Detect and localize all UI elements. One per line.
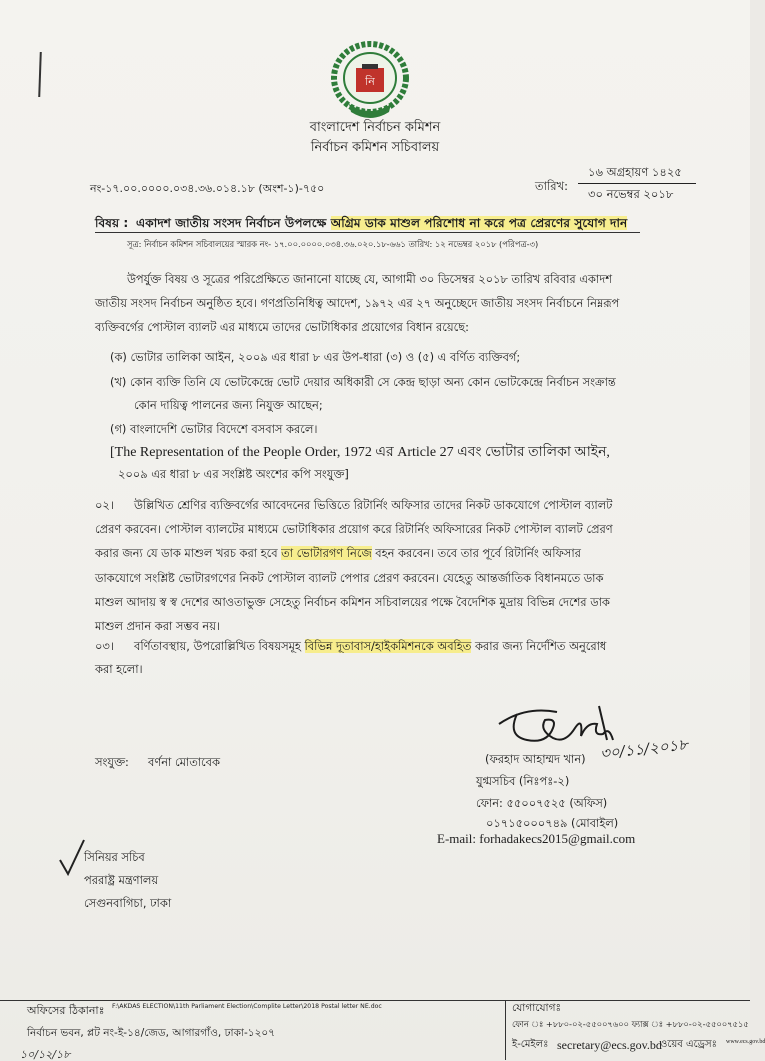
para3-line-1-start: বর্ণিতাবস্থায়, উপরোল্লিখিত বিষয়সমূহ	[134, 639, 301, 653]
bracket-note-line-2: ২০০৯ এর ধারা ৮ এর সংশ্লিষ্ট অংশের কপি সংযুক্ত]	[118, 467, 349, 481]
para2-line-3	[95, 548, 581, 559]
recipient-line-1: সিনিয়র সচিব	[84, 850, 145, 864]
footer-address: নির্বাচন ভবন, প্লট নং-ই-১৪/জেড, আগারগাঁও, ঢাকা-১২০৭	[27, 1027, 276, 1039]
subject-underline	[95, 232, 640, 233]
attachment-label: সংযুক্ত:	[95, 755, 129, 769]
bracket-note-line-1: [The Representation of the People Order, 1972 এর Article 27 এবং ভোটার তালিকা আইন,	[110, 445, 610, 460]
checkmark-icon	[58, 838, 86, 876]
para3-line-1-end: করার জন্য নির্দেশিত অনুরোধ	[474, 639, 607, 653]
signatory-name: (ফরহাদ আহাম্মদ খান)	[485, 752, 586, 766]
para2-line-3-end: বহন করবেন। তবে তার পূর্বে রিটার্নিং অফিসার	[375, 546, 581, 560]
recipient-line-2: পররাষ্ট্র মন্ত্রণালয়	[84, 873, 159, 887]
date-bangla: ১৬ অগ্রহায়ণ ১৪২৫	[588, 165, 682, 179]
margin-stroke	[38, 52, 42, 97]
date-label: তারিখ:	[535, 179, 569, 193]
subject-line	[136, 217, 627, 229]
para2-highlight: তা ভোটারগণ নিজে	[281, 546, 372, 560]
emblem-text: নি	[365, 75, 375, 88]
org-name: বাংলাদেশ নির্বাচন কমিশন	[309, 120, 441, 135]
source-reference: সূত্র: নির্বাচন কমিশন সচিবালয়ের স্মারক নং- ১৭.০০.০০০০.০৩৪.৩৬.০২০.১৮-৬৬১ তারিখ: ১২ নভেম্বর ২০১৮ (পরিপত্র-৩)	[127, 239, 539, 249]
intro-line-1: উপর্যুক্ত বিষয় ও সূত্রের পরিপ্রেক্ষিতে জানানো যাচ্ছে যে, আগামী ৩০ ডিসেম্বর ২০১৮ তারিখ রবিবার একাদশ	[127, 272, 612, 286]
intro-line-2: জাতীয় সংসদ নির্বাচন অনুষ্ঠিত হবে। গণপ্রতিনিধিত্ব আদেশ, ১৯৭২ এর ২৭ অনুচ্ছেদে জাতীয় সংসদ নির্বাচনে নিম্নরূপ	[95, 296, 620, 310]
list-item-kha: (খ) কোন ব্যক্তি তিনি যে ভোটকেন্দ্রে ভোট দেয়ার অধিকারী সে কেন্দ্র ছাড়া অন্য কোন ভোটকেন্দ্রে নির্বাচন সংক্রান্ত	[110, 375, 616, 389]
subject-label: বিষয় :	[95, 216, 129, 230]
signature-date: ৩০/১১/২০১৮	[599, 735, 689, 763]
list-item-kha-cont: কোন দায়িত্ব পালনের জন্য নিযুক্ত আছেন;	[134, 398, 323, 412]
date-english: ৩০ নভেম্বর ২০১৮	[588, 187, 674, 201]
intro-line-3: ব্যক্তিবর্গের পোস্টাল ব্যালট এর মাধ্যমে তাদের ভোটাধিকার প্রয়োগের বিধান রয়েছে:	[95, 320, 469, 334]
org-secretariat: নির্বাচন কমিশন সচিবালয়	[310, 140, 440, 155]
footer-web-label: ওয়েব এড্রেসঃ	[660, 1039, 717, 1050]
footer-email[interactable]: secretary@ecs.gov.bd	[557, 1038, 662, 1052]
para2-line-4: ডাকযোগে সংশ্লিষ্ট ভোটারগণের নিকট পোস্টাল ব্যালট পেপার প্রেরণ করবেন। যেহেতু আন্তর্জাতিক বিধানমতে ডাক	[95, 571, 604, 585]
footer-handwritten-note: ১০/১২/১৮	[20, 1048, 71, 1061]
attachment-value: বর্ণনা মোতাবেক	[148, 755, 220, 769]
recipient-line-3: সেগুনবাগিচা, ঢাকা	[84, 896, 172, 910]
signatory-mobile: ০১৭১৫০০০৭৪৯ (মোবাইল)	[486, 816, 619, 830]
para2-line-2: প্রেরণ করবেন। পোস্টাল ব্যালটের মাধ্যমে ভোটাধিকার প্রয়োগ করে রিটার্নিং অফিসারের নিকট পোস্টাল ব্যালট প্রেরণ	[95, 522, 613, 536]
para2-line-6: মাশুল প্রদান করা সম্ভব নয়।	[95, 619, 220, 633]
footer-rule	[0, 1000, 750, 1001]
signatory-designation: যুগ্মসচিব (নিঃপঃ-২)	[476, 774, 570, 788]
footer-divider	[505, 1001, 506, 1060]
para3-number: ০৩।	[95, 639, 114, 653]
list-item-ka: (ক) ভোটার তালিকা আইন, ২০০৯ এর ধারা ৮ এর উপ-ধারা (৩) ও (৫) এ বর্ণিত ব্যক্তিবর্গ;	[110, 350, 521, 364]
election-commission-logo	[327, 38, 413, 120]
footer-contact-label: যোগাযোগঃ	[512, 1002, 562, 1014]
para2-line-1: উল্লিখিত শ্রেণির ব্যক্তিবর্গের আবেদনের ভিত্তিতে রিটার্নিং অফিসার তাদের নিকট ডাকযোগে পোস্টাল ব্যালট	[134, 498, 613, 512]
para3-line-1	[134, 641, 606, 652]
memo-number: নং-১৭.০০.০০০০.০৩৪.৩৬.০১৪.১৮ (অংশ-১)-৭৫০	[90, 182, 325, 195]
footer-file-path: F:\AKDAS ELECTION\11th Parliament Election\Complite Letter\2018 Postal letter NE.doc	[112, 1003, 382, 1010]
footer-email-label: ই-মেইলঃ	[512, 1039, 549, 1050]
footer-office-label: অফিসের ঠিকানাঃ	[27, 1004, 105, 1017]
subject-highlight: অগ্রিম ডাক মাশুল পরিশোধ না করে পত্র প্রেরণের সুযোগ দান	[330, 216, 628, 230]
subject-prefix: একাদশ জাতীয় সংসদ নির্বাচন উপলক্ষে	[136, 216, 327, 230]
para2-line-3-start: করার জন্য যে ডাক মাশুল খরচ করা হবে	[95, 546, 278, 560]
para2-line-5: মাশুল আদায় স্ব স্ব দেশের আওতাভুক্ত সেহেতু নির্বাচন কমিশন সচিবালয়ের পক্ষে বৈদেশিক মুদ্রায় বিভিন্ন দেশের ডাক	[95, 595, 610, 609]
footer-phone-fax: ফোন ঃ +৮৮০-০২-৫৫০০৭৬০০ ফ্যাক্স ঃ +৮৮০-০২-৫৫০০৭৫১৫	[512, 1019, 749, 1029]
para3-highlight: বিভিন্ন দূতাবাস/হাইকমিশনকে অবহিত	[304, 639, 472, 653]
date-divider	[578, 183, 696, 184]
para2-number: ০২।	[95, 498, 114, 512]
signatory-email: E-mail: forhadakecs2015@gmail.com	[437, 831, 636, 846]
signatory-phone: ফোন: ৫৫০০৭৫২৫ (অফিস)	[476, 796, 608, 810]
list-item-ga: (গ) বাংলাদেশি ভোটার বিদেশে বসবাস করলে।	[110, 422, 318, 436]
footer-web[interactable]: www.ecs.gov.bd	[726, 1039, 765, 1045]
para3-line-2: করা হলো।	[95, 662, 143, 676]
